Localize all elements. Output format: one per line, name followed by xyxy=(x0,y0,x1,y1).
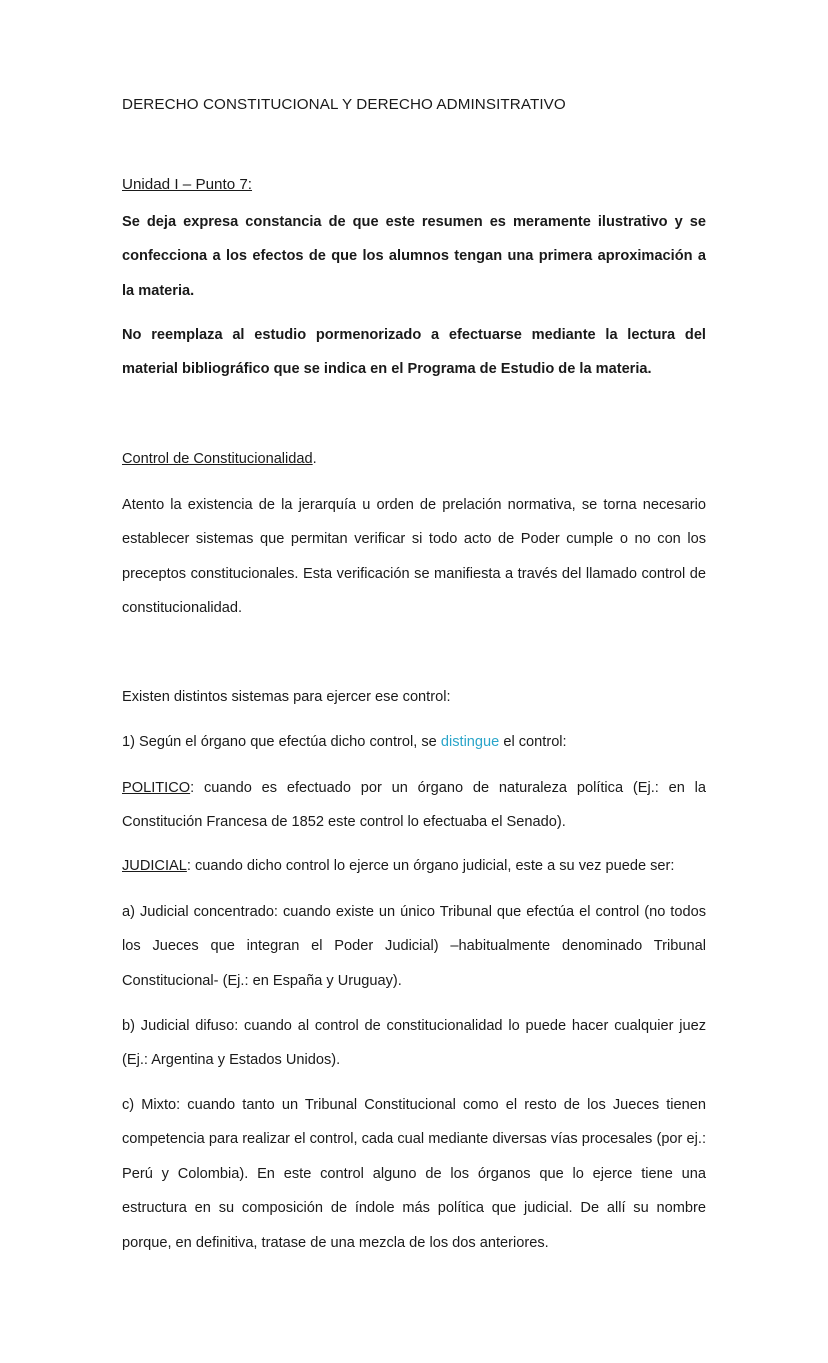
systems-intro: Existen distintos sistemas para ejercer ese control: xyxy=(122,689,451,705)
politico-term: POLITICO xyxy=(122,780,191,796)
disclaimer-paragraph-2: No reemplaza al estudio pormenorizado a efectuarse mediante la lectura del material bibliográfico que se indica en el Programa de Estudio de la materia. xyxy=(122,327,706,378)
intro-paragraph: Atento la existencia de la jerarquía u orden de prelación normativa, se torna necesario establecer sistemas que permitan verificar si todo acto de Poder cumple o no con los preceptos constitucionales. Esta verificación se manifiesta a través del llamado control de constitucionalidad. xyxy=(122,497,706,617)
disclaimer-paragraph-1: Se deja expresa constancia de que este resumen es meramente ilustrativo y se confecciona a los efectos de que los alumnos tengan una primera aproximación a la materia. xyxy=(122,214,706,299)
point-1-text-before: 1) Según el órgano que efectúa dicho control, se xyxy=(122,734,441,750)
section-heading-dot: . xyxy=(312,451,317,467)
section-heading xyxy=(122,451,706,467)
item-b-paragraph: b) Judicial difuso: cuando al control de constitucionalidad lo puede hacer cualquier juez (Ej.: Argentina y Estados Unidos). xyxy=(122,1018,706,1069)
point-1 xyxy=(122,734,706,750)
politico-text: : cuando es efectuado por un órgano de naturaleza política (Ej.: en la Constitución Francesa de 1852 este control lo efectuaba el Senado). xyxy=(122,780,706,831)
judicial-term: JUDICIAL xyxy=(122,858,187,874)
section-heading-text: Control de Constitucionalidad xyxy=(122,451,313,467)
item-a-paragraph: a) Judicial concentrado: cuando existe un único Tribunal que efectúa el control (no todos los Jueces que integran el Poder Judicial) –habitualmente denominado Tribunal Constitucional- (Ej.: en España y Uruguay). xyxy=(122,904,706,989)
document-title: DERECHO CONSTITUCIONAL Y DERECHO ADMINSITRATIVO xyxy=(122,96,566,113)
judicial-paragraph xyxy=(122,858,706,874)
point-1-text-after: el control: xyxy=(499,734,567,750)
item-c-paragraph: c) Mixto: cuando tanto un Tribunal Constitucional como el resto de los Jueces tienen competencia para realizar el control, cada cual mediante diversas vías procesales (por ej.: Perú y Colombia). En este control alguno de los órganos que lo ejerce tiene una estructura en su composición de índole más política que judicial. De allí su nombre porque, en definitiva, tratase de una mezcla de los dos anteriores. xyxy=(122,1097,706,1251)
unit-heading: Unidad I – Punto 7: xyxy=(122,176,253,193)
judicial-text: : cuando dicho control lo ejerce un órgano judicial, este a su vez puede ser: xyxy=(186,858,675,874)
distingue-link[interactable]: distingue xyxy=(440,734,500,750)
politico-paragraph xyxy=(122,771,706,840)
